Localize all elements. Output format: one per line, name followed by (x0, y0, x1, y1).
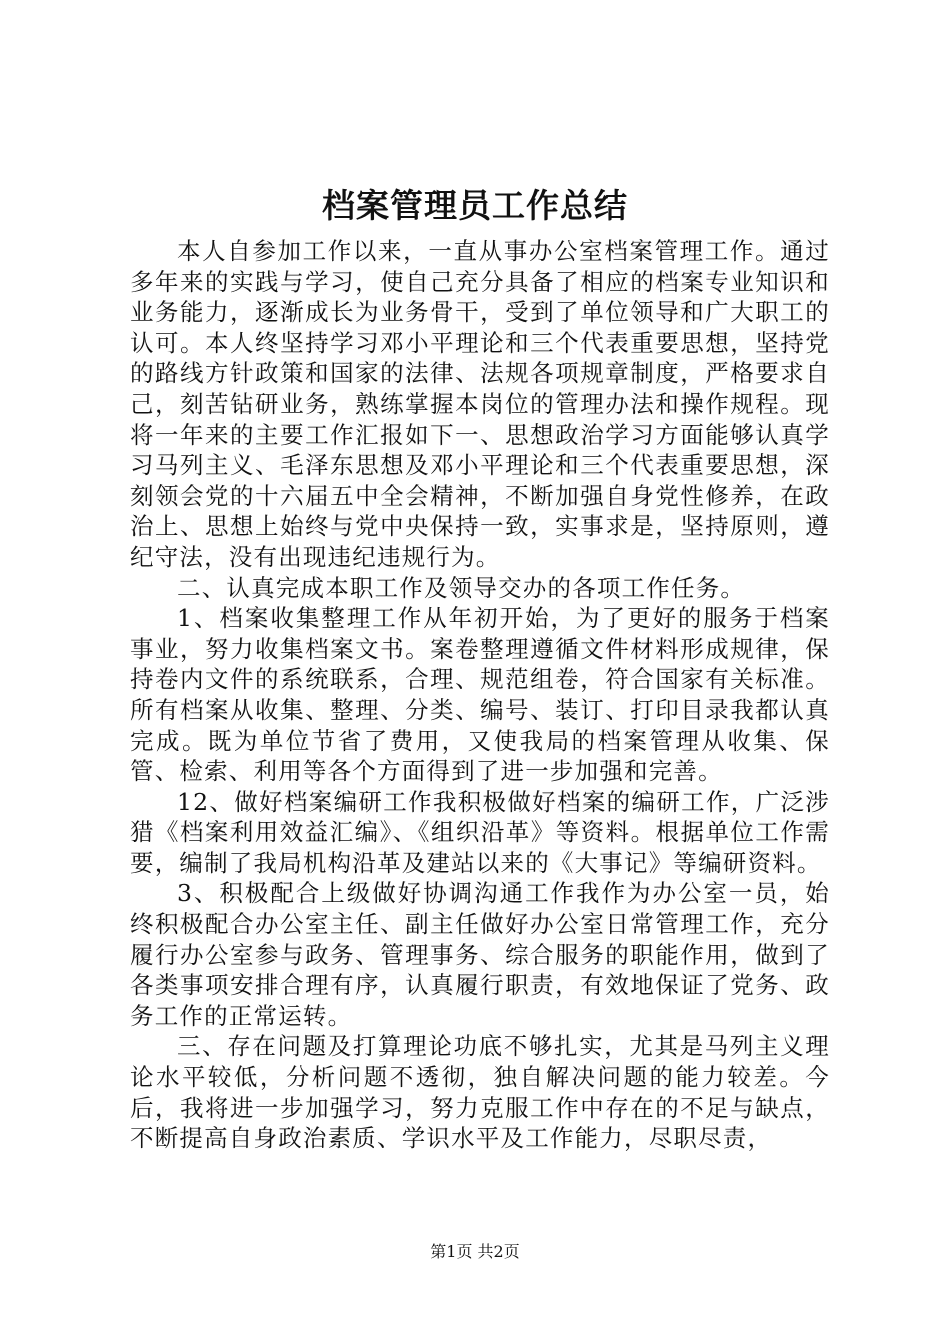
page-footer: 第1页 共2页 (430, 1242, 520, 1261)
paragraph-section-3: 三、存在问题及打算理论功底不够扎实，尤其是马列主义理论水平较低，分析问题不透彻，独自解决问题的能力较差。今后，我将进一步加强学习，努力克服工作中存在的不足与缺点，不断提高自身政治素质、学识水平及工作能力，尽职尽责， (130, 1032, 830, 1153)
paragraph-intro: 本人自参加工作以来，一直从事办公室档案管理工作。通过多年来的实践与学习，使自己充分具备了相应的档案专业知识和业务能力，逐渐成长为业务骨干，受到了单位领导和广大职工的认可。本人终坚持学习邓小平理论和三个代表重要思想，坚持党的路线方针政策和国家的法律、法规各项规章制度，严格要求自己，刻苦钻研业务，熟练掌握本岗位的管理办法和操作规程。现将一年来的主要工作汇报如下一、思想政治学习方面能够认真学习马列主义、毛泽东思想及邓小平理论和三个代表重要思想，深刻领会党的十六届五中全会精神，不断加强自身党性修养，在政治上、思想上始终与党中央保持一致，实事求是，坚持原则，遵纪守法，没有出现违纪违规行为。 (130, 237, 830, 571)
document-title: 档案管理员工作总结 (322, 186, 628, 225)
paragraph-item-1: 1、档案收集整理工作从年初开始，为了更好的服务于档案事业，努力收集档案文书。案卷整理遵循文件材料形成规律，保持卷内文件的系统联系，合理、规范组卷，符合国家有关标准。所有档案从收集、整理、分类、编号、装订、打印目录我都认真完成。既为单位节省了费用，又使我局的档案管理从收集、保管、检索、利用等各个方面得到了进一步加强和完善。 (130, 604, 830, 786)
paragraph-section-2: 二、认真完成本职工作及领导交办的各项工作任务。 (177, 573, 746, 602)
document-body (130, 236, 830, 1154)
paragraph-item-3: 3、积极配合上级做好协调沟通工作我作为办公室一员，始终积极配合办公室主任、副主任做好办公室日常管理工作，充分履行办公室参与政务、管理事务、综合服务的职能作用，做到了各类事项安排合理有序，认真履行职责，有效地保证了党务、政务工作的正常运转。 (130, 879, 830, 1030)
paragraph-item-2: 12、做好档案编研工作我积极做好档案的编研工作，广泛涉猎《档案利用效益汇编》、《组织沿革》等资料。根据单位工作需要，编制了我局机构沿革及建站以来的《大事记》等编研资料。 (130, 787, 830, 877)
